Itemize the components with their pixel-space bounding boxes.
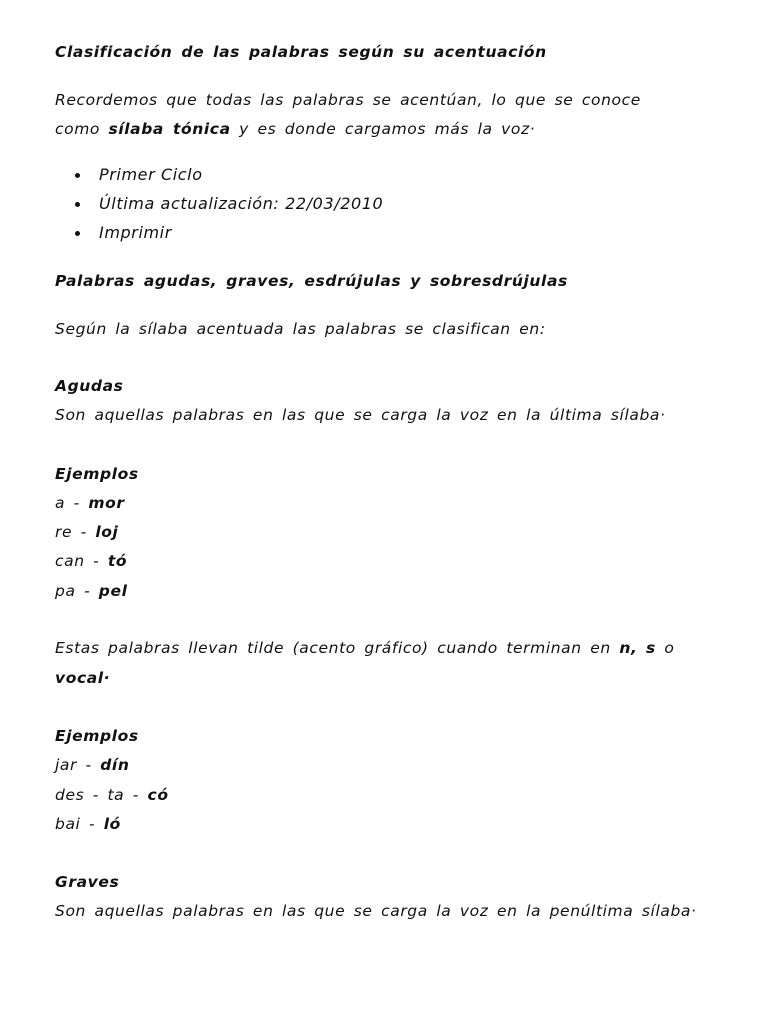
tilde-rule-o: o bbox=[655, 639, 675, 657]
imprimir-link[interactable]: Imprimir bbox=[99, 223, 172, 242]
intro-line-2 bbox=[55, 118, 535, 140]
tilde-rule-n: n, bbox=[619, 639, 638, 657]
agudas-examples-heading: Ejemplos bbox=[55, 465, 139, 483]
section-heading: Palabras agudas, graves, esdrújulas y sobresdrújulas bbox=[55, 272, 568, 290]
agudas-heading: Agudas bbox=[55, 377, 124, 395]
example-item bbox=[55, 754, 129, 776]
example-syllables: pa - bbox=[55, 582, 99, 600]
example-syllables: re - bbox=[55, 523, 96, 541]
tilde-rule-line-1 bbox=[55, 637, 674, 659]
tilde-rule-s: s bbox=[645, 639, 656, 657]
intro-text-post: y es donde cargamos más la voz· bbox=[230, 120, 536, 138]
tilde-examples-heading: Ejemplos bbox=[55, 727, 139, 745]
silaba-tonica-term: sílaba tónica bbox=[108, 120, 231, 138]
example-syllables: jar - bbox=[55, 756, 101, 774]
bullet-dot-icon bbox=[75, 173, 80, 178]
tilde-rule-vocal: vocal· bbox=[55, 669, 111, 687]
example-stressed-syllable: mor bbox=[88, 494, 125, 512]
example-syllables: can - bbox=[55, 552, 108, 570]
graves-heading: Graves bbox=[55, 873, 120, 891]
example-item bbox=[55, 813, 121, 835]
graves-definition: Son aquellas palabras en las que se carga la voz en la penúltima sílaba· bbox=[55, 902, 697, 920]
example-item bbox=[55, 784, 169, 806]
example-syllables: des - ta - bbox=[55, 786, 148, 804]
example-item bbox=[55, 550, 127, 572]
example-item bbox=[55, 521, 118, 543]
bullet-text: Primer Ciclo bbox=[99, 165, 203, 184]
example-stressed-syllable: ló bbox=[103, 815, 121, 833]
example-syllables: bai - bbox=[55, 815, 104, 833]
example-stressed-syllable: dín bbox=[100, 756, 130, 774]
bullet-dot-icon bbox=[75, 202, 80, 207]
example-stressed-syllable: tó bbox=[107, 552, 128, 570]
example-stressed-syllable: pel bbox=[98, 582, 128, 600]
section-intro: Según la sílaba acentuada las palabras se clasifican en: bbox=[55, 320, 546, 338]
intro-line-1: Recordemos que todas las palabras se acentúan, lo que se conoce bbox=[55, 91, 641, 109]
document-title: Clasificación de las palabras según su acentuación bbox=[55, 43, 547, 61]
agudas-definition: Son aquellas palabras en las que se carga la voz en la última sílaba· bbox=[55, 406, 666, 424]
tilde-rule-text: Estas palabras llevan tilde (acento gráfico) cuando terminan en bbox=[55, 639, 620, 657]
example-syllables: a - bbox=[55, 494, 89, 512]
bullet-text: Última actualización: 22/03/2010 bbox=[99, 194, 384, 213]
example-stressed-syllable: có bbox=[147, 786, 169, 804]
intro-text-pre: como bbox=[55, 120, 109, 138]
tilde-rule-space bbox=[637, 639, 646, 657]
bullet-dot-icon bbox=[75, 231, 80, 236]
example-stressed-syllable: loj bbox=[95, 523, 119, 541]
example-item bbox=[55, 580, 128, 602]
example-item bbox=[55, 492, 125, 514]
